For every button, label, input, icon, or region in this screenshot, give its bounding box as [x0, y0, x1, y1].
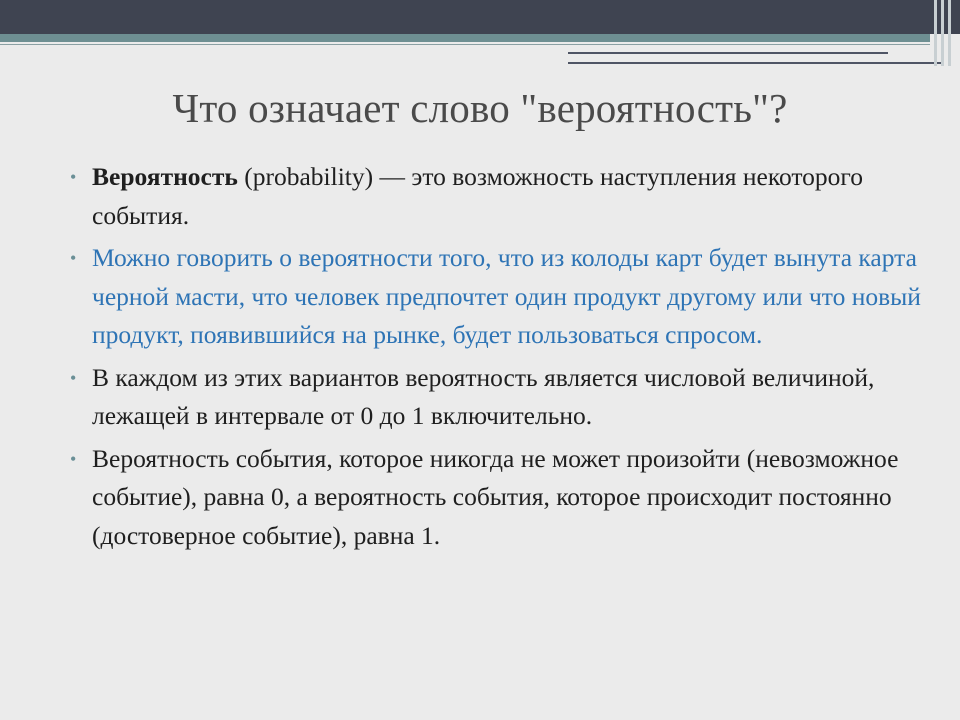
bullet-dot-icon: •	[70, 367, 77, 388]
vertical-stripe-3	[948, 0, 951, 66]
bullet-item	[70, 359, 930, 436]
bullet-item	[70, 440, 930, 556]
bullet-dot-icon: •	[70, 448, 77, 469]
header-teal-stripe	[0, 34, 930, 42]
bullet-dot-icon: •	[70, 248, 77, 268]
accent-line-1	[568, 52, 888, 54]
header-thin-line	[0, 44, 930, 45]
bullet-list	[70, 158, 930, 559]
header-band	[0, 0, 960, 34]
bullet-text: Вероятность события, которое никогда не может произойти (невозможное событие), равна 0, а вероятность события, которое происходит постоянно (достоверное событие), равна 1.	[92, 443, 899, 550]
bullet-text: Можно говорить о вероятности того, что из колоды карт будет вынута карта черной масти, что человек предпочтет один продукт другому или что новый продукт, появившийся на рынке, будет пользоваться спросом.	[92, 243, 921, 349]
bullet-text: В каждом из этих вариантов вероятность является числовой величиной, лежащей в интервале от 0 до 1 включительно.	[92, 362, 875, 430]
bullet-dot-icon: •	[70, 167, 77, 187]
vertical-stripe-1	[934, 0, 937, 66]
vertical-stripe-2	[941, 0, 944, 66]
bullet-bold-term: Вероятность	[92, 162, 238, 191]
accent-line-2	[568, 62, 943, 64]
bullet-item	[70, 239, 930, 355]
bullet-item	[70, 158, 930, 235]
slide-title: Что означает слово "вероятность"?	[172, 85, 788, 131]
bullet-text: (probability) — это возможность наступления некоторого события.	[92, 162, 863, 230]
